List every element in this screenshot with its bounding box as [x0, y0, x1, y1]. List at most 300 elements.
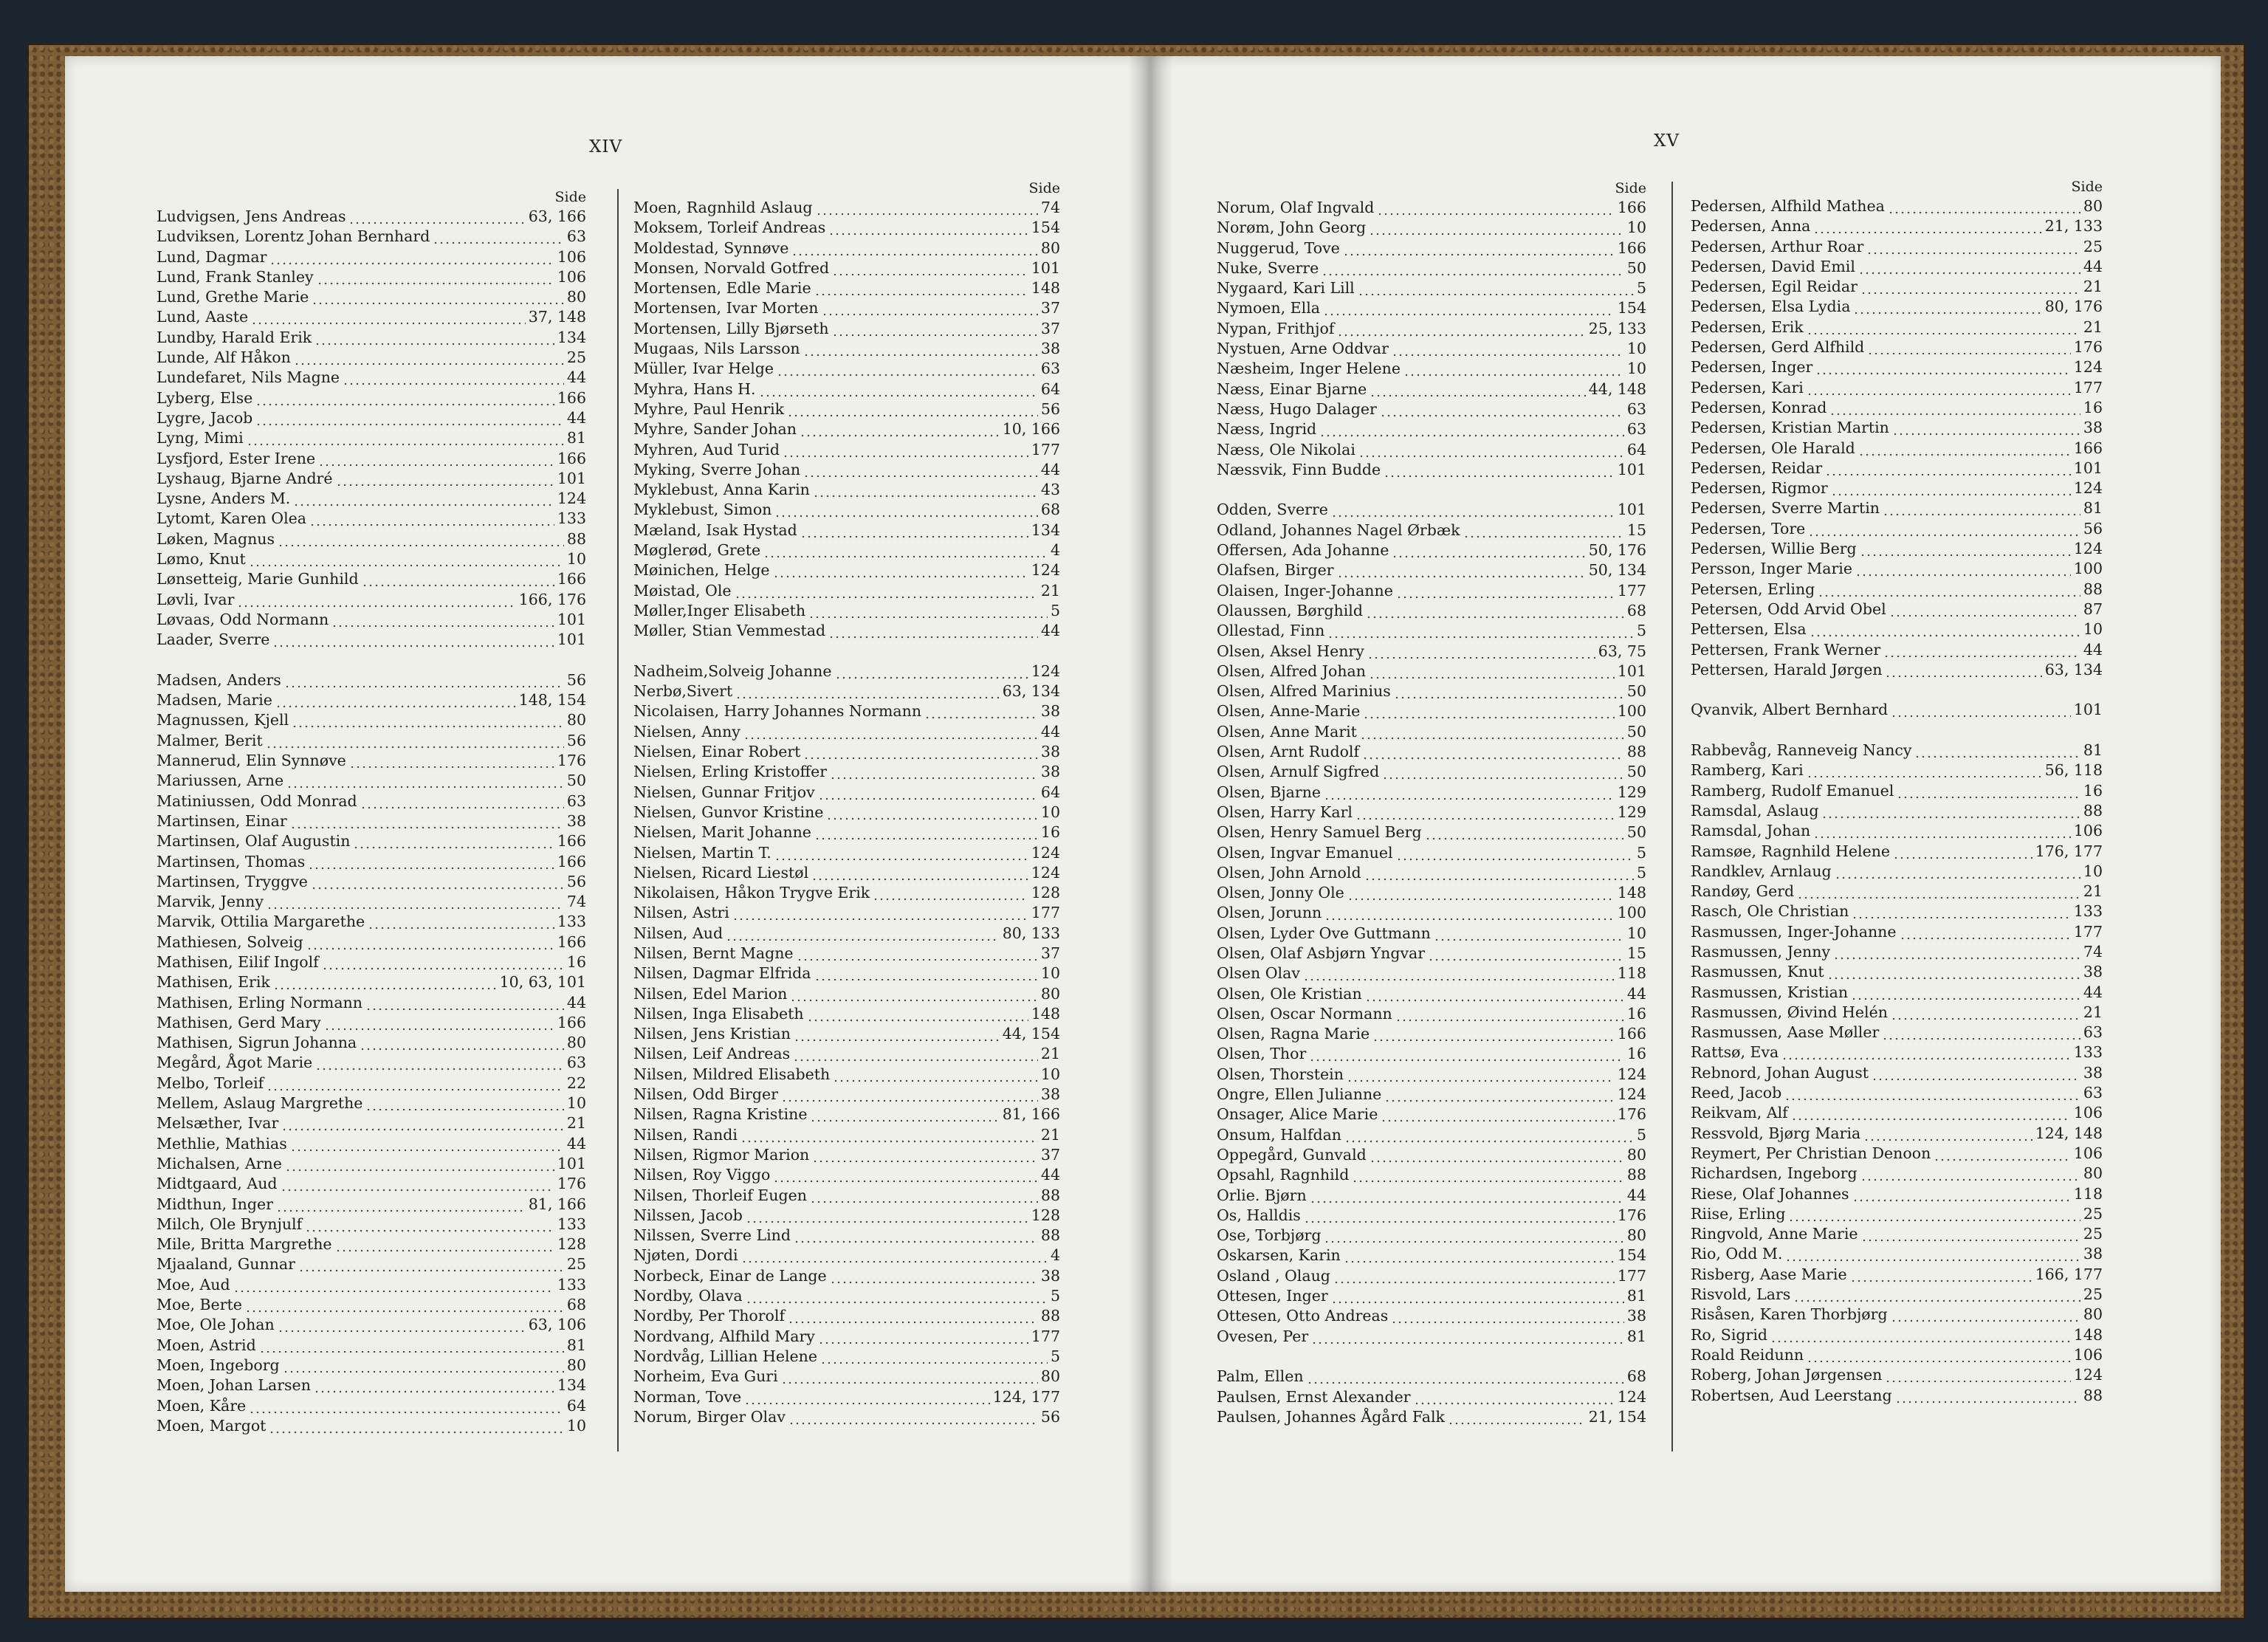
dot-leader	[1831, 478, 2071, 498]
entry-name: Müller, Ivar Helge	[633, 360, 774, 378]
entry-name: Mellem, Aslaug Margrethe	[157, 1094, 363, 1113]
entry-page-numbers: 80	[2083, 197, 2103, 215]
entry-name: Oskarsen, Karin	[1217, 1246, 1341, 1265]
index-entry	[1217, 379, 1646, 399]
index-entry	[1691, 942, 2103, 962]
entry-name: Mannerud, Elin Synnøve	[157, 752, 346, 770]
index-entry	[1217, 1206, 1646, 1226]
dot-leader	[777, 359, 1038, 379]
entry-name: Risåsen, Karen Thorbjørg	[1691, 1305, 1888, 1324]
entry-name: Madsen, Marie	[157, 691, 272, 710]
entry-page-numbers: 50	[1626, 763, 1646, 781]
entry-name: Norbeck, Einar de Lange	[633, 1266, 827, 1285]
dot-leader	[873, 883, 1028, 903]
entry-page-numbers: 21	[1040, 1045, 1060, 1063]
dot-leader	[1394, 681, 1624, 701]
dot-leader	[800, 521, 1028, 540]
index-entry	[1217, 198, 1646, 218]
dot-leader	[1380, 399, 1624, 419]
index-entry	[157, 449, 586, 469]
index-entry	[1217, 984, 1646, 1004]
dot-leader	[1377, 198, 1615, 218]
entry-name: Lyng, Mimi	[157, 429, 244, 447]
entry-name: Pettersen, Elsa	[1691, 620, 1807, 639]
index-entry	[633, 944, 1060, 963]
entry-name: Risvold, Lars	[1691, 1285, 1791, 1304]
entry-page-numbers: 100	[2073, 560, 2103, 578]
entry-name: Nicolaisen, Harry Johannes Normann	[633, 702, 922, 721]
index-entry	[157, 1154, 586, 1174]
index-entry	[633, 1085, 1060, 1105]
entry-name: Odland, Johannes Nagel Ørbæk	[1217, 521, 1460, 539]
dot-leader	[1370, 379, 1585, 399]
index-entry	[1691, 1042, 2103, 1062]
column-divider-right	[1671, 182, 1673, 1452]
entry-name: Rasmussen, Jenny	[1691, 942, 1831, 961]
dot-leader	[290, 811, 564, 831]
index-entry	[633, 379, 1060, 399]
entry-name: Olsen, Arnt Rudolf	[1217, 743, 1360, 761]
entry-page-numbers: 166	[1617, 199, 1646, 216]
dot-leader	[803, 742, 1038, 762]
entry-page-numbers: 101	[557, 1154, 586, 1172]
entry-page-numbers: 176	[557, 1175, 586, 1193]
dot-leader	[1829, 398, 2080, 418]
dot-leader	[794, 1024, 1000, 1044]
dot-leader	[1382, 762, 1624, 782]
entry-name: Rasmussen, Knut	[1691, 963, 1824, 981]
dot-leader	[281, 1113, 564, 1133]
entry-name: Ludvigsen, Jens Andreas	[157, 207, 346, 225]
entry-name: Myhre, Paul Henrik	[633, 399, 785, 418]
entry-name: Næss, Einar Bjarne	[1217, 379, 1367, 398]
index-entry	[633, 1206, 1060, 1226]
entry-name: Richardsen, Ingeborg	[1691, 1164, 1858, 1183]
index-entry	[633, 701, 1060, 721]
dot-leader	[746, 1286, 1048, 1306]
entry-page-numbers: 25	[2083, 1285, 2103, 1304]
entry-name: Megård, Ågot Marie	[157, 1054, 313, 1072]
dot-leader	[811, 863, 1028, 883]
index-entry	[157, 509, 586, 529]
entry-name: Ramsdal, Aslaug	[1691, 801, 1819, 820]
index-entry	[1691, 1204, 2103, 1224]
entry-name: Nerbø,Sivert	[633, 682, 733, 701]
entry-name: Moksem, Torleif Andreas	[633, 219, 826, 237]
entry-name: Møller,Inger Elisabeth	[633, 601, 806, 619]
index-column-right-2	[1691, 177, 2103, 1406]
entry-name: Olsen, Alfred Johan	[1217, 662, 1366, 680]
dot-leader	[1851, 983, 2080, 1003]
entry-page-numbers: 87	[2083, 600, 2103, 618]
entry-page-numbers: 56	[566, 731, 586, 749]
dot-leader	[832, 258, 1028, 278]
index-entry	[1217, 1286, 1646, 1306]
entry-name: Melbo, Torleif	[157, 1074, 264, 1092]
entry-name: Norøm, John Georg	[1217, 219, 1367, 237]
letter-group-gap	[633, 642, 1060, 662]
index-entry	[633, 339, 1060, 359]
index-entry	[157, 872, 586, 892]
entry-page-numbers: 10, 166	[1002, 420, 1060, 439]
dot-leader	[293, 489, 554, 509]
entry-page-numbers: 5	[1050, 601, 1060, 619]
entry-name: Martinsen, Thomas	[157, 852, 306, 870]
dot-leader	[1858, 439, 2071, 458]
dot-leader	[1369, 218, 1624, 238]
dot-leader	[273, 972, 497, 992]
entry-name: Olsen, Olaf Asbjørn Yngvar	[1217, 944, 1426, 962]
dot-leader	[322, 952, 564, 972]
index-entry	[1217, 822, 1646, 842]
entry-page-numbers: 177	[1031, 1327, 1060, 1345]
entry-page-numbers: 37	[1040, 1145, 1060, 1164]
entry-name: Randøy, Gerd	[1691, 882, 1795, 901]
index-entry	[157, 731, 586, 751]
dot-leader	[814, 822, 1038, 842]
index-entry	[157, 1295, 586, 1315]
entry-name: Rabbevåg, Ranneveig Nancy	[1691, 741, 1912, 760]
entry-page-numbers: 177	[1031, 904, 1060, 922]
entry-name: Møglerød, Grete	[633, 541, 761, 560]
index-entry	[1691, 619, 2103, 639]
entry-name: Olsen, Lyder Ove Guttmann	[1217, 924, 1431, 942]
entry-page-numbers: 176	[2073, 338, 2103, 357]
index-entry	[633, 1407, 1060, 1427]
entry-name: Olsen, Thorstein	[1217, 1065, 1344, 1083]
index-entry	[633, 681, 1060, 701]
index-column-right-1	[1217, 179, 1646, 1427]
entry-page-numbers: 63	[566, 791, 586, 810]
dot-leader	[278, 1315, 526, 1335]
dot-leader	[1885, 660, 2041, 680]
entry-name: Moen, Ragnhild Aslaug	[633, 199, 813, 216]
index-entry	[157, 952, 586, 972]
index-entry	[633, 399, 1060, 419]
dot-leader	[255, 408, 564, 428]
dot-leader	[1813, 821, 2071, 841]
index-entry	[157, 1336, 586, 1356]
entry-page-numbers: 101	[557, 610, 586, 628]
dot-leader	[1303, 963, 1615, 983]
entry-name: Nielsen, Anny	[633, 722, 740, 741]
dot-leader	[1319, 419, 1624, 439]
entry-name: Olsen, Harry Karl	[1217, 803, 1353, 821]
dot-leader	[1358, 278, 1634, 298]
entry-name: Martinsen, Tryggve	[157, 872, 308, 890]
entry-name: Nadheim,Solveig Johanne	[633, 662, 832, 680]
entry-page-numbers: 63	[1626, 420, 1646, 439]
entry-page-numbers: 88	[1040, 1226, 1060, 1245]
entry-page-numbers: 80	[2083, 1164, 2103, 1183]
dot-leader	[1895, 1386, 2080, 1406]
dot-leader	[783, 440, 1028, 460]
letter-group-gap	[1691, 680, 2103, 700]
index-entry	[1217, 460, 1646, 480]
entry-page-numbers: 166	[557, 570, 586, 588]
dot-leader	[298, 1254, 564, 1274]
entry-page-numbers: 44	[1040, 622, 1060, 640]
entry-page-numbers: 80, 176	[2044, 298, 2103, 316]
entry-page-numbers: 80	[1626, 1145, 1646, 1164]
dot-leader	[1793, 1285, 2080, 1305]
dot-leader	[1853, 297, 2041, 317]
entry-name: Myking, Sverre Johan	[633, 460, 801, 478]
dot-leader	[1850, 1265, 2032, 1285]
index-entry	[1217, 1145, 1646, 1165]
dot-leader	[348, 207, 525, 227]
entry-name: Lund, Grethe Marie	[157, 288, 309, 306]
entry-page-numbers: 38	[1040, 1085, 1060, 1104]
index-entry	[1691, 297, 2103, 317]
entry-name: Petersen, Erling	[1691, 580, 1815, 598]
entry-page-numbers: 16	[566, 952, 586, 971]
dot-leader	[1310, 1186, 1624, 1206]
index-entry	[1691, 1386, 2103, 1406]
entry-page-numbers: 25	[2083, 237, 2103, 255]
entry-page-numbers: 106	[2073, 1345, 2103, 1364]
index-entry	[1217, 681, 1646, 701]
entry-page-numbers: 64	[1040, 783, 1060, 801]
entry-name: Pedersen, Rigmor	[1691, 479, 1828, 498]
dot-leader	[1362, 742, 1624, 762]
dot-leader	[1425, 822, 1624, 842]
entry-name: Nielsen, Gunnar Fritjov	[633, 783, 815, 801]
entry-page-numbers: 10	[566, 550, 586, 568]
entry-page-numbers: 68	[566, 1296, 586, 1314]
index-entry	[157, 972, 586, 992]
entry-name: Moe, Ole Johan	[157, 1316, 275, 1334]
dot-leader	[735, 581, 1038, 601]
entry-name: Rebnord, Johan August	[1691, 1063, 1869, 1082]
entry-name: Marvik, Ottilia Margarethe	[157, 913, 365, 931]
entry-name: Nilsen, Rigmor Marion	[633, 1145, 810, 1164]
index-entry	[1691, 1345, 2103, 1365]
entry-page-numbers: 124, 148	[2035, 1124, 2103, 1142]
entry-page-numbers: 21	[566, 1114, 586, 1133]
entry-name: Matiniussen, Odd Monrad	[157, 791, 357, 810]
index-entry	[633, 1266, 1060, 1286]
dot-leader	[1825, 458, 2071, 478]
index-entry	[633, 440, 1060, 460]
entry-page-numbers: 5	[1636, 279, 1646, 298]
entry-page-numbers: 44	[2083, 640, 2103, 659]
dot-leader	[281, 1174, 554, 1194]
entry-page-numbers: 16	[1040, 823, 1060, 842]
entry-page-numbers: 50	[1626, 258, 1646, 277]
dot-leader	[1833, 942, 2080, 962]
index-entry	[1691, 257, 2103, 277]
entry-page-numbers: 74	[1040, 199, 1060, 216]
index-entry	[1217, 440, 1646, 460]
index-entry	[157, 771, 586, 791]
dot-leader	[314, 1375, 554, 1395]
index-entry	[633, 662, 1060, 681]
index-entry	[157, 489, 586, 509]
dot-leader	[255, 388, 554, 408]
index-entry	[633, 1065, 1060, 1085]
entry-name: Milch, Ole Brynjulf	[157, 1215, 303, 1233]
dot-leader	[272, 630, 554, 650]
entry-page-numbers: 21, 133	[2044, 217, 2103, 236]
entry-name: Moen, Margot	[157, 1416, 267, 1435]
index-entry	[157, 1396, 586, 1416]
entry-name: Nilsen, Randi	[633, 1125, 738, 1144]
entry-name: Mortensen, Lilly Bjørseth	[633, 319, 829, 337]
letter-group-gap	[157, 650, 586, 670]
dot-leader	[1889, 600, 2080, 619]
entry-page-numbers: 16	[2083, 781, 2103, 800]
dot-leader	[759, 379, 1038, 399]
index-entry	[157, 710, 586, 730]
entry-page-numbers: 129	[1617, 803, 1646, 821]
entry-page-numbers: 16	[1626, 1045, 1646, 1063]
entry-name: Pedersen, Inger	[1691, 358, 1813, 377]
entry-name: Olsen, Thor	[1217, 1045, 1307, 1063]
entry-page-numbers: 124	[1031, 662, 1060, 680]
dot-leader	[924, 701, 1038, 721]
index-entry	[633, 1044, 1060, 1064]
dot-leader	[1807, 1345, 2071, 1365]
index-entry	[1217, 642, 1646, 662]
dot-leader	[335, 1234, 554, 1254]
entry-name: Ludviksen, Lorentz Johan Bernhard	[157, 227, 430, 246]
entry-page-numbers: 38	[2083, 419, 2103, 437]
right-page-number: XV	[1654, 131, 1680, 151]
entry-page-numbers: 25	[2083, 1225, 2103, 1243]
index-entry	[633, 1306, 1060, 1326]
entry-page-numbers: 101	[2073, 701, 2103, 719]
entry-name: Olsen, Anne-Marie	[1217, 702, 1361, 721]
entry-page-numbers: 81, 166	[1002, 1105, 1060, 1124]
index-entry	[1691, 216, 2103, 236]
index-entry	[633, 521, 1060, 540]
dot-leader	[818, 1327, 1028, 1347]
entry-name: Lunde, Alf Håkon	[157, 348, 291, 367]
entry-page-numbers: 106	[557, 247, 586, 266]
entry-name: Olsen, Ingvar Emanuel	[1217, 843, 1393, 862]
entry-name: Ollestad, Finn	[1217, 622, 1325, 640]
entry-page-numbers: 81	[2083, 499, 2103, 518]
entry-name: Pedersen, Anna	[1691, 217, 1811, 236]
index-entry	[1691, 1124, 2103, 1144]
entry-name: Midthun, Inger	[157, 1195, 273, 1213]
entry-page-numbers: 80	[1040, 984, 1060, 1003]
index-entry	[1217, 701, 1646, 721]
dot-leader	[1365, 984, 1624, 1004]
index-entry	[633, 863, 1060, 883]
entry-page-numbers: 148	[1617, 884, 1646, 902]
dot-leader	[1367, 642, 1595, 662]
index-entry	[157, 831, 586, 851]
index-entry	[633, 984, 1060, 1004]
entry-name: Nordby, Olava	[633, 1287, 743, 1305]
index-entry	[633, 298, 1060, 318]
dot-leader	[1381, 1105, 1615, 1124]
entry-name: Lysne, Anders M.	[157, 489, 291, 508]
index-entry	[157, 852, 586, 872]
entry-page-numbers: 16	[2083, 398, 2103, 416]
dot-leader	[308, 852, 554, 872]
entry-name: Roberg, Johan Jørgensen	[1691, 1366, 1883, 1384]
entry-page-numbers: 118	[1617, 964, 1646, 983]
entry-name: Rasch, Ole Christian	[1691, 902, 1849, 921]
entry-page-numbers: 25	[566, 1255, 586, 1274]
dot-leader	[1337, 560, 1586, 580]
entry-page-numbers: 38	[2083, 1063, 2103, 1082]
index-entry	[157, 287, 586, 307]
entry-name: Olsen, Anne Marit	[1217, 722, 1357, 741]
entry-page-numbers: 5	[1636, 843, 1646, 862]
entry-page-numbers: 176	[1617, 1105, 1646, 1124]
entry-page-numbers: 118	[2073, 1184, 2103, 1203]
dot-leader	[275, 690, 516, 710]
index-entry	[1691, 539, 2103, 559]
index-entry	[633, 419, 1060, 439]
index-entry	[1217, 783, 1646, 803]
dot-leader	[1352, 1165, 1624, 1185]
index-entry	[1217, 1004, 1646, 1024]
entry-page-numbers: 154	[1617, 1246, 1646, 1265]
index-entry	[633, 1004, 1060, 1024]
entry-name: Nilsen, Bernt Magne	[633, 944, 794, 962]
index-entry	[633, 883, 1060, 903]
dot-leader	[1791, 1103, 2071, 1123]
entry-page-numbers: 44, 154	[1002, 1025, 1060, 1043]
entry-page-numbers: 166	[557, 852, 586, 870]
dot-leader	[1861, 1224, 2080, 1244]
dot-leader	[808, 601, 1048, 621]
dot-leader	[311, 872, 564, 892]
dot-leader	[1891, 700, 2071, 720]
entry-name: Randklev, Arnlaug	[1691, 862, 1832, 880]
index-entry	[1217, 1065, 1646, 1085]
dot-leader	[1391, 1306, 1624, 1326]
entry-name: Mathiesen, Solveig	[157, 932, 303, 951]
entry-name: Norum, Birger Olav	[633, 1407, 786, 1426]
entry-page-numbers: 44	[566, 993, 586, 1011]
entry-name: Olsen Olav	[1217, 964, 1300, 983]
index-entry	[633, 963, 1060, 983]
entry-name: Paulsen, Johannes Ågård Falk	[1217, 1407, 1445, 1426]
entry-page-numbers: 100	[1617, 904, 1646, 922]
entry-page-numbers: 88	[1626, 1166, 1646, 1184]
entry-page-numbers: 44	[1040, 722, 1060, 741]
entry-page-numbers: 88	[1626, 743, 1646, 761]
index-entry	[1691, 580, 2103, 600]
entry-name: Reymert, Per Christian Denoon	[1691, 1144, 1931, 1162]
index-entry	[157, 388, 586, 408]
entry-name: Nielsen, Erling Kristoffer	[633, 763, 828, 781]
entry-page-numbers: 133	[2073, 1043, 2103, 1062]
entry-name: Moen, Kåre	[157, 1396, 247, 1415]
entry-name: Næss, Ingrid	[1217, 420, 1317, 439]
index-entry	[1217, 319, 1646, 339]
dot-leader	[1358, 440, 1624, 460]
entry-page-numbers: 38	[1040, 1266, 1060, 1285]
entry-page-numbers: 124	[1031, 843, 1060, 862]
entry-page-numbers: 15	[1626, 944, 1646, 962]
entry-page-numbers: 176	[1617, 1206, 1646, 1224]
index-entry	[157, 932, 586, 952]
index-entry	[1691, 519, 2103, 539]
entry-page-numbers: 88	[1040, 1186, 1060, 1204]
dot-leader	[365, 993, 564, 1013]
entry-page-numbers: 63	[566, 1054, 586, 1072]
index-entry	[1691, 1184, 2103, 1204]
entry-name: Pedersen, Gerd Alfhild	[1691, 338, 1865, 357]
entry-page-numbers: 166, 177	[2035, 1265, 2103, 1283]
